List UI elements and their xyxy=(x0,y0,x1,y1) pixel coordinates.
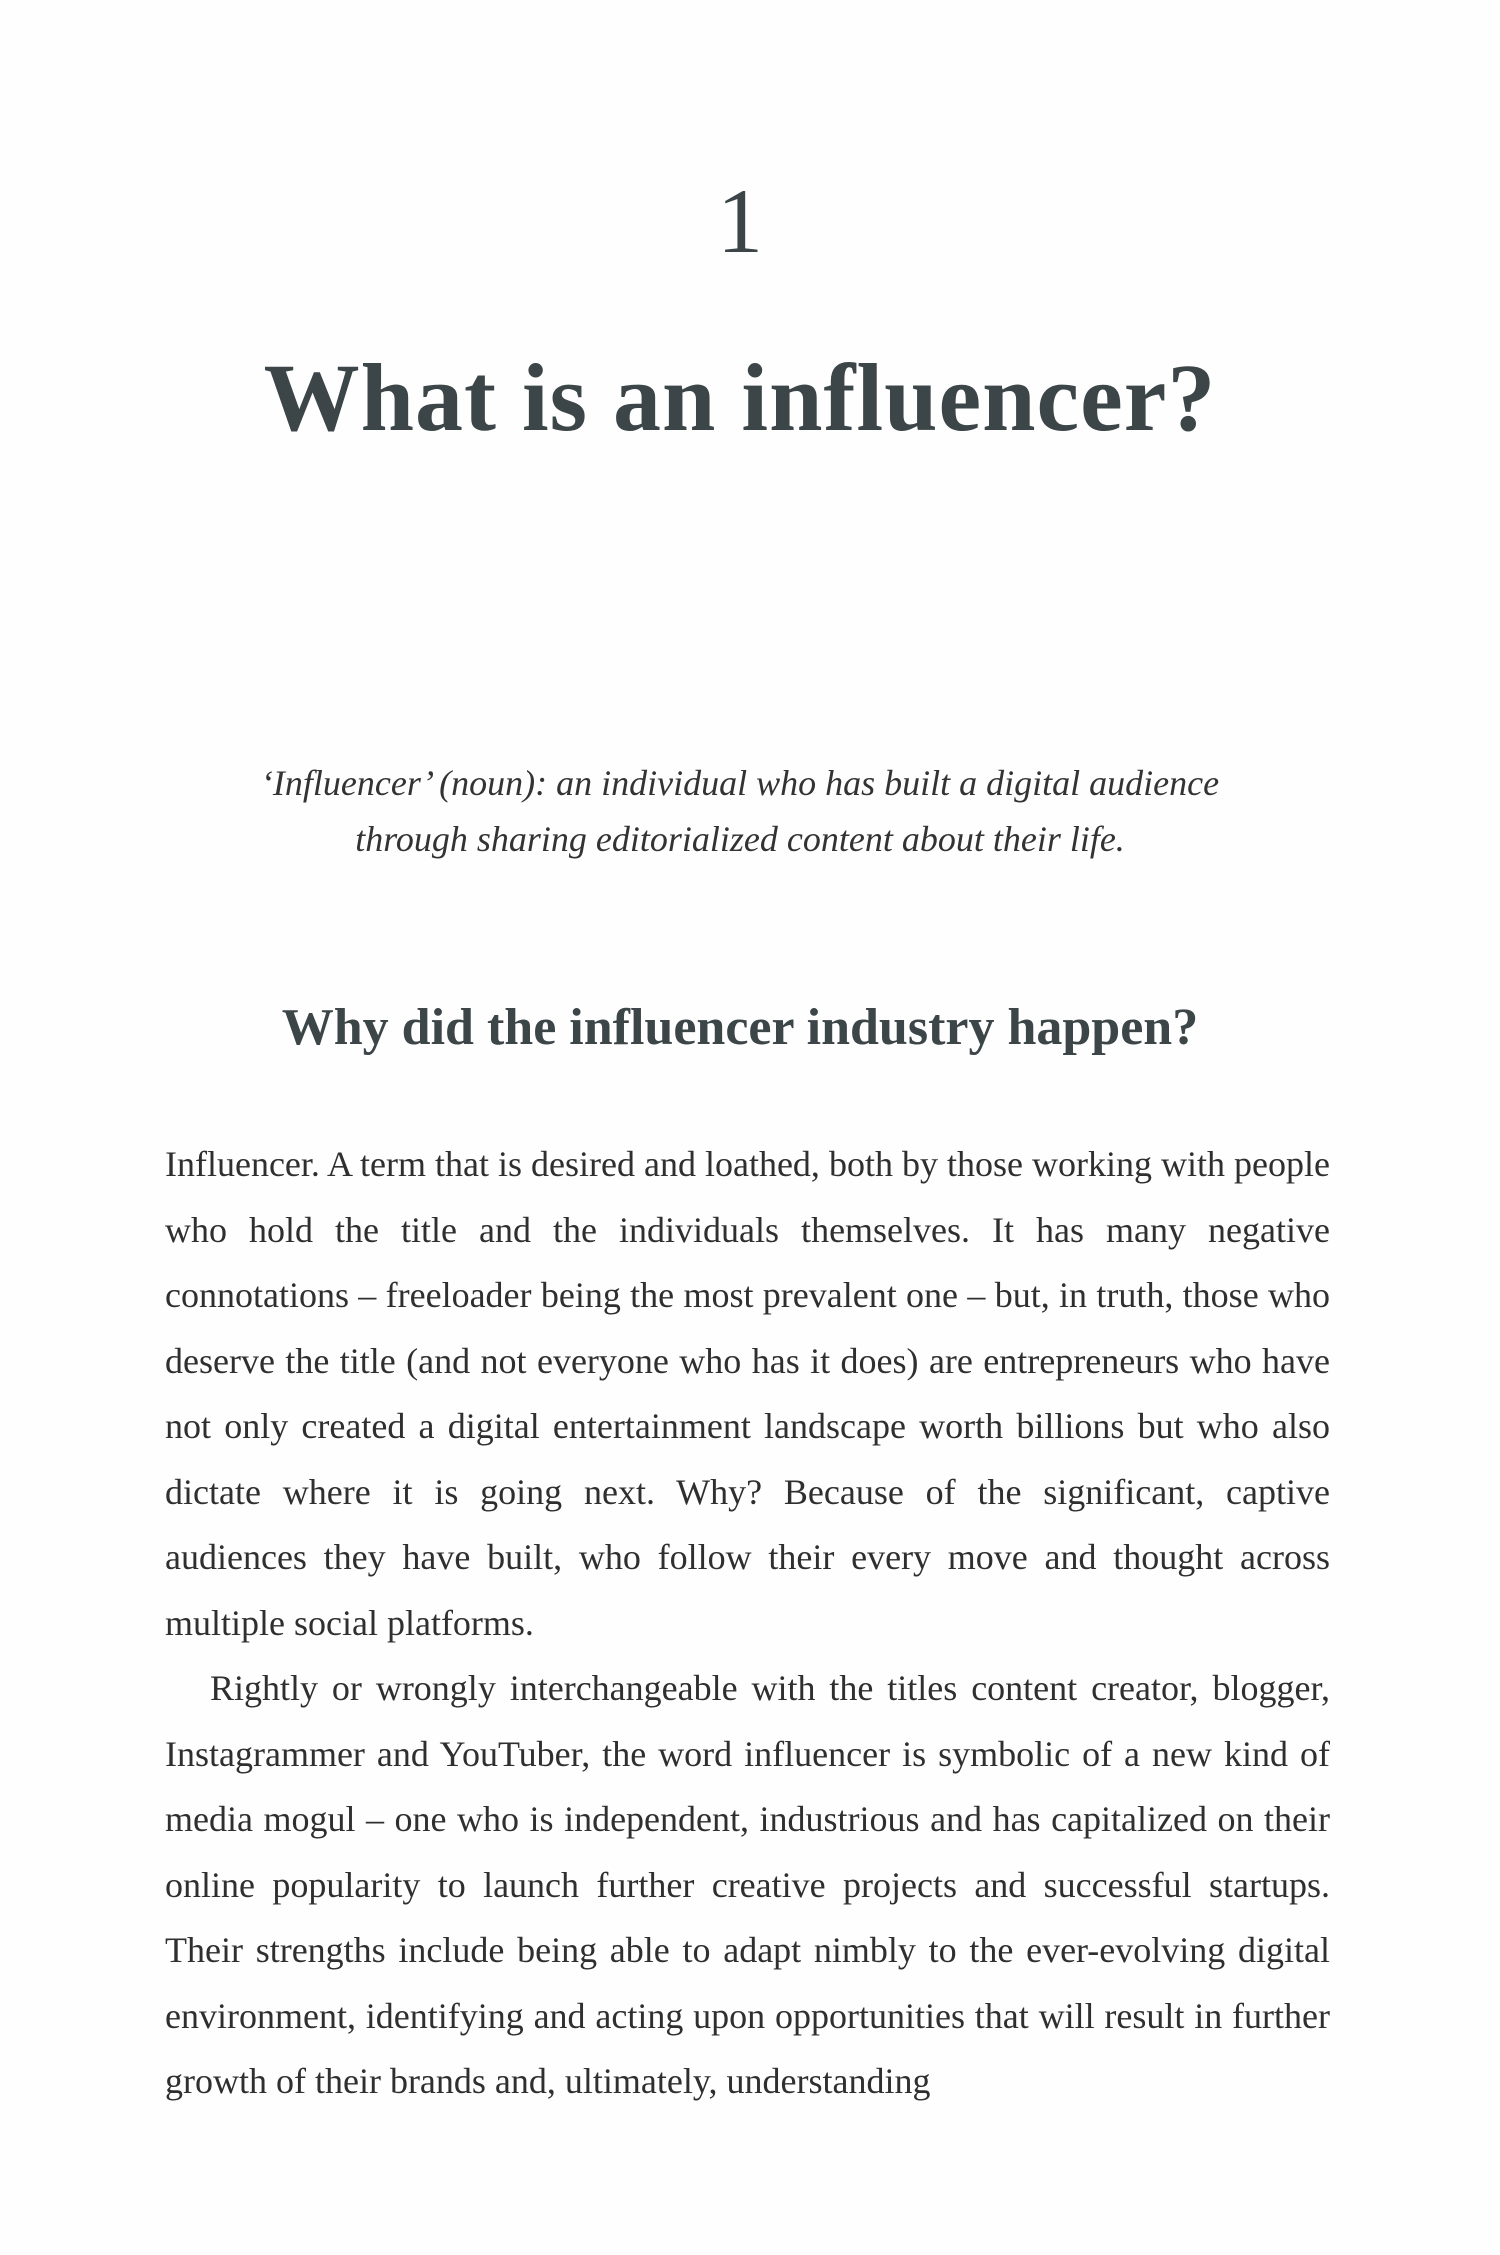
chapter-title: What is an influencer? xyxy=(263,344,1217,451)
definition-quote xyxy=(150,755,1330,867)
chapter-number: 1 xyxy=(717,170,763,272)
body-text xyxy=(165,1132,1330,2115)
definition-line-1: ‘Influencer’ (noun): an individual who has built a digital audience xyxy=(260,763,1220,803)
section-heading: Why did the influencer industry happen? xyxy=(281,999,1199,1056)
definition-line-2: through sharing editorialized content about their life. xyxy=(355,819,1125,859)
paragraph: Rightly or wrongly interchangeable with the titles content creator, blogger, Instagrammer and YouTuber, the word influencer is symbolic of a new kind of media mogul – one who is independent, industrious and has capitalized on their online popularity to launch further creative projects and successful startups. Their strengths include being able to adapt nimbly to the ever-evolving digital environment, identifying and acting upon opportunities that will result in further growth of their brands and, ultimately, understanding xyxy=(165,1668,1330,2101)
paragraph: Influencer. A term that is desired and loathed, both by those working with people who hold the title and the individuals themselves. It has many negative connotations – freeloader being the most prevalent one – but, in truth, those who deserve the title (and not everyone who has it does) are entrepreneurs who have not only created a digital entertainment landscape worth billions but who also dictate where it is going next. Why? Because of the significant, captive audiences they have built, who follow their every move and thought across multiple social platforms. xyxy=(165,1144,1330,1643)
